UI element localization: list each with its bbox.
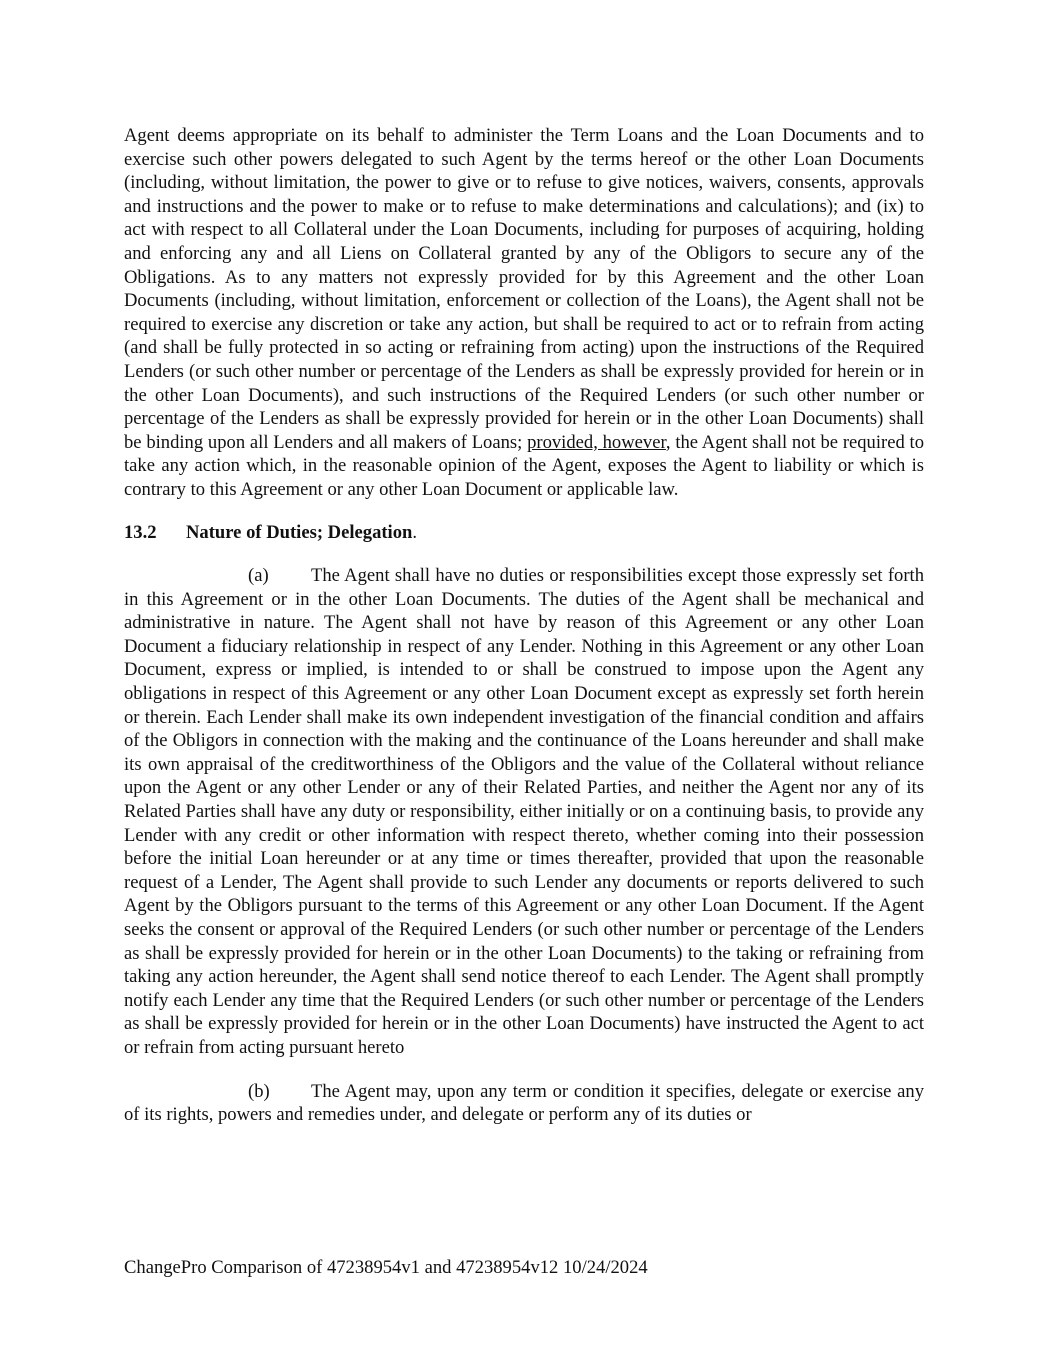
provided-however-underlined: provided, however	[527, 431, 666, 453]
section-number: 13.2	[124, 521, 157, 543]
subsection-b-text: The Agent may, upon any term or condition it specifies, delegate or exercise any of its rights, powers and remedies under, and delegate or perform any of its duties or	[124, 1080, 924, 1126]
paragraph-text-start: Agent deems appropriate on its behalf to administer the Term Loans and the Loan Documents and to exercise such other powers delegated to such Agent by the terms hereof or the other Loan Documents (including, without limitation, the power to give or to refuse to give notices, waivers, consents, approvals and instructions and the power to make or to refuse to make determinations and calculations); and (ix) to act with respect to all Collateral under the Loan Documents, including for purposes of acquiring, holding and enforcing any and all Liens on Collateral granted by any of the Obligors to secure any of the Obligations. As to any matters not expressly provided for by this Agreement and the other Loan Documents (including, without limitation, enforcement or collection of the Loans), the Agent shall not be required to exercise any discretion or take any action, but shall be required to act or to refrain from acting (and shall be fully protected in so acting or refraining from acting) upon the instructions of the Required Lenders (or such other number or percentage of the Lenders as shall be expressly provided for herein or in the other Loan Documents), and such instructions of the Required Lenders (or such other number or percentage of the Lenders as shall be expressly provided for herein or in the other Loan Documents) shall be binding upon all Lenders and all makers of Loans;	[124, 125, 924, 453]
document-page	[124, 124, 924, 1127]
page-footer: ChangePro Comparison of 47238954v1 and 47238954v12 10/24/2024	[124, 1257, 648, 1278]
subsection-b-label: (b)	[248, 1080, 270, 1102]
subsection-a-label: (a)	[248, 565, 269, 587]
section-heading	[124, 521, 924, 545]
subsection-b	[124, 1080, 924, 1127]
subsection-a-text: The Agent shall have no duties or responsibilities except those expressly set forth in this Agreement or in the other Loan Documents. The duties of the Agent shall be mechanical and administrative in nature. The Agent shall not have by reason of this Agreement or any other Loan Document a fiduciary relationship in respect of any Lender. Nothing in this Agreement or any other Loan Document, express or implied, is intended to or shall be construed to impose upon the Agent any obligations in respect of this Agreement or any other Loan Document except as expressly set forth herein or therein. Each Lender shall make its own independent investigation of the financial condition and affairs of the Obligors in connection with the making and the continuance of the Loans hereunder and shall make its own appraisal of the creditworthiness of the Obligors and the value of the Collateral without reliance upon the Agent or any other Lender or any of their Related Parties, and neither the Agent nor any of its Related Parties shall have any duty or responsibility, either initially or on a continuing basis, to provide any Lender with any credit or other information with respect thereto, whether coming into their possession before the initial Loan hereunder or at any time or times thereafter, provided that upon the reasonable request of a Lender, The Agent shall provide to such Lender any documents or reports delivered to such Agent by the Obligors pursuant to the terms of this Agreement or any other Loan Document. If the Agent seeks the consent or approval of the Required Lenders (or such other number or percentage of the Lenders as shall be expressly provided for herein or in the other Loan Documents) to the taking or refraining from taking any action hereunder, the Agent shall send notice thereof to each Lender. The Agent shall promptly notify each Lender any time that the Required Lenders (or such other number or percentage of the Lenders as shall be expressly provided for herein or in the other Loan Documents) have instructed the Agent to act or refrain from acting pursuant hereto	[124, 565, 924, 1058]
paragraph-agent-powers	[124, 124, 924, 502]
subsection-a	[124, 564, 924, 1059]
paragraph-text-end: , the Agent shall not be required to take any action which, in the reasonable opinion of the Agent, exposes the Agent to liability or which is contrary to this Agreement or any other Loan Document or applicable law.	[124, 431, 925, 500]
section-title: Nature of Duties; Delegation	[186, 521, 413, 543]
section-title-period: .	[412, 521, 418, 543]
